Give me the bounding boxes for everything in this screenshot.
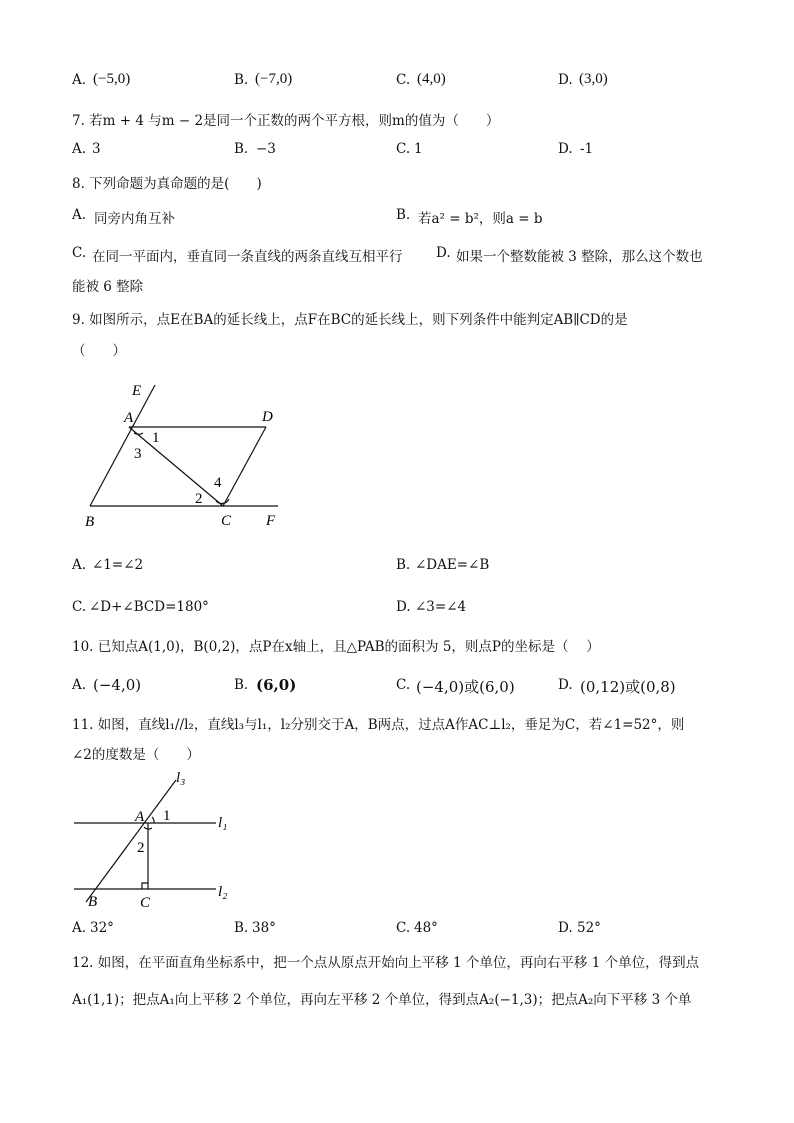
label-l1: l₁ (218, 815, 228, 831)
q11-option-a-label: A. (72, 920, 87, 936)
label-angle-1: 1 (152, 430, 160, 446)
q9-stem-continued: （ ） (72, 343, 126, 359)
q6-option-a: (−5,0) (93, 71, 131, 87)
q8-option-d: 如果一个整数能被 3 整除，那么这个数也 (456, 249, 703, 265)
q11-option-d: 52° (577, 920, 601, 936)
q10-option-c-label: C. (396, 677, 411, 693)
q8-option-a: 同旁内角互补 (94, 211, 175, 227)
q11-stem-continued: ∠2的度数是（ ） (72, 747, 200, 763)
q7-option-a-label: A. (72, 141, 87, 157)
label-d: D (262, 409, 273, 425)
label-b: B (85, 514, 95, 530)
q11-option-a: 32° (90, 920, 114, 936)
label-angle-3: 3 (134, 446, 142, 462)
q7-option-c-label: C. (396, 141, 411, 157)
q9-option-a-label: A. (72, 557, 87, 573)
q7-stem: 7. 若m + 4 与m − 2是同一个正数的两个平方根，则m的值为（ ） (72, 113, 500, 129)
q9-option-d: ∠3=∠4 (415, 599, 467, 615)
q9-stem: 9. 如图所示，点E在BA的延长线上，点F在BC的延长线上，则下列条件中能判定AB∥CD的是 (72, 312, 628, 328)
q11-option-b-label: B. (234, 920, 249, 936)
label-f: F (266, 513, 276, 529)
angle-arc-1 (152, 817, 154, 823)
q8-option-b-label: B. (396, 207, 411, 223)
q9-option-a: ∠1=∠2 (92, 557, 144, 573)
q10-option-d-label: D. (558, 677, 573, 693)
q8-option-d-label: D. (436, 245, 451, 261)
q12-stem-continued: A₁(1,1)；把点A₁向上平移 2 个单位，再向左平移 2 个单位，得到点A₂(−1,3)；把点A₂向下平移 3 个单 (72, 992, 692, 1008)
q7-option-c: 1 (414, 141, 423, 157)
q9-option-c-label: C. (72, 599, 87, 615)
q11-option-c: 48° (414, 920, 438, 936)
q7-option-b-label: B. (234, 141, 249, 157)
q7-option-d-label: D. (558, 141, 573, 157)
label-b: B (88, 894, 98, 910)
angle-arc-a (134, 433, 143, 434)
q10-option-b-label: B. (234, 677, 249, 693)
q8-option-a-label: A. (72, 207, 87, 223)
label-angle-2: 2 (137, 840, 145, 856)
q6-option-b-label: B. (234, 72, 249, 88)
q9-figure (70, 375, 300, 535)
q12-stem: 12. 如图，在平面直角坐标系中，把一个点从原点开始向上平移 1 个单位，再向右平移 1 个单位，得到点 (72, 955, 700, 971)
q6-option-c-label: C. (396, 72, 411, 88)
q6-option-b: (−7,0) (255, 71, 293, 87)
q7-option-b: −3 (256, 141, 276, 157)
q7-option-a: 3 (92, 141, 101, 157)
q10-option-a: (−4,0) (93, 676, 142, 694)
q11-figure (70, 768, 250, 913)
segment-ac (129, 427, 223, 506)
q10-option-c: (−4,0)或(6,0) (416, 678, 515, 696)
q11-option-d-label: D. (558, 920, 573, 936)
label-angle-1: 1 (163, 808, 171, 824)
q8-option-c: 在同一平面内，垂直同一条直线的两条直线互相平行 (92, 249, 403, 265)
q10-option-d: (0,12)或(0,8) (580, 678, 676, 696)
q10-option-b: (6,0) (256, 676, 297, 694)
q9-option-b-label: B. (396, 557, 411, 573)
right-angle-mark (142, 883, 148, 889)
q8-option-d-continued: 能被 6 整除 (72, 279, 144, 295)
q9-option-c: ∠D+∠BCD=180° (89, 599, 209, 615)
q8-option-b: 若a² = b²，则a = b (418, 211, 543, 227)
q8-option-c-label: C. (72, 245, 87, 261)
line-ea-ab (90, 385, 155, 506)
label-l2: l₂ (218, 884, 228, 900)
q7-option-d: -1 (580, 141, 594, 157)
q10-option-a-label: A. (72, 677, 87, 693)
q6-option-a-label: A. (72, 72, 87, 88)
label-c: C (140, 895, 151, 911)
q9-option-b: ∠DAE=∠B (415, 557, 490, 573)
label-l3: l₃ (176, 770, 186, 786)
label-angle-4: 4 (214, 475, 222, 491)
q11-option-b: 38° (252, 920, 276, 936)
label-a: A (124, 410, 134, 426)
q10-stem: 10. 已知点A(1,0)，B(0,2)，点P在x轴上，且△PAB的面积为 5，则点P的坐标是（ ） (72, 639, 600, 655)
q6-option-d: (3,0) (579, 71, 608, 87)
q11-option-c-label: C. (396, 920, 411, 936)
q6-option-d-label: D. (558, 72, 573, 88)
line-l3 (86, 780, 176, 902)
label-angle-2: 2 (195, 491, 203, 507)
label-a: A (135, 809, 145, 825)
q11-stem: 11. 如图，直线l₁//l₂，直线l₃与l₁，l₂分别交于A，B两点，过点A作AC⊥l₂，垂足为C，若∠1=52°，则 (72, 717, 685, 733)
segment-dc (223, 427, 266, 506)
q8-stem: 8. 下列命题为真命题的是( ) (72, 176, 262, 192)
q6-option-c: (4,0) (417, 71, 446, 87)
label-c: C (221, 513, 232, 529)
label-e: E (132, 383, 142, 399)
q9-option-d-label: D. (396, 599, 411, 615)
